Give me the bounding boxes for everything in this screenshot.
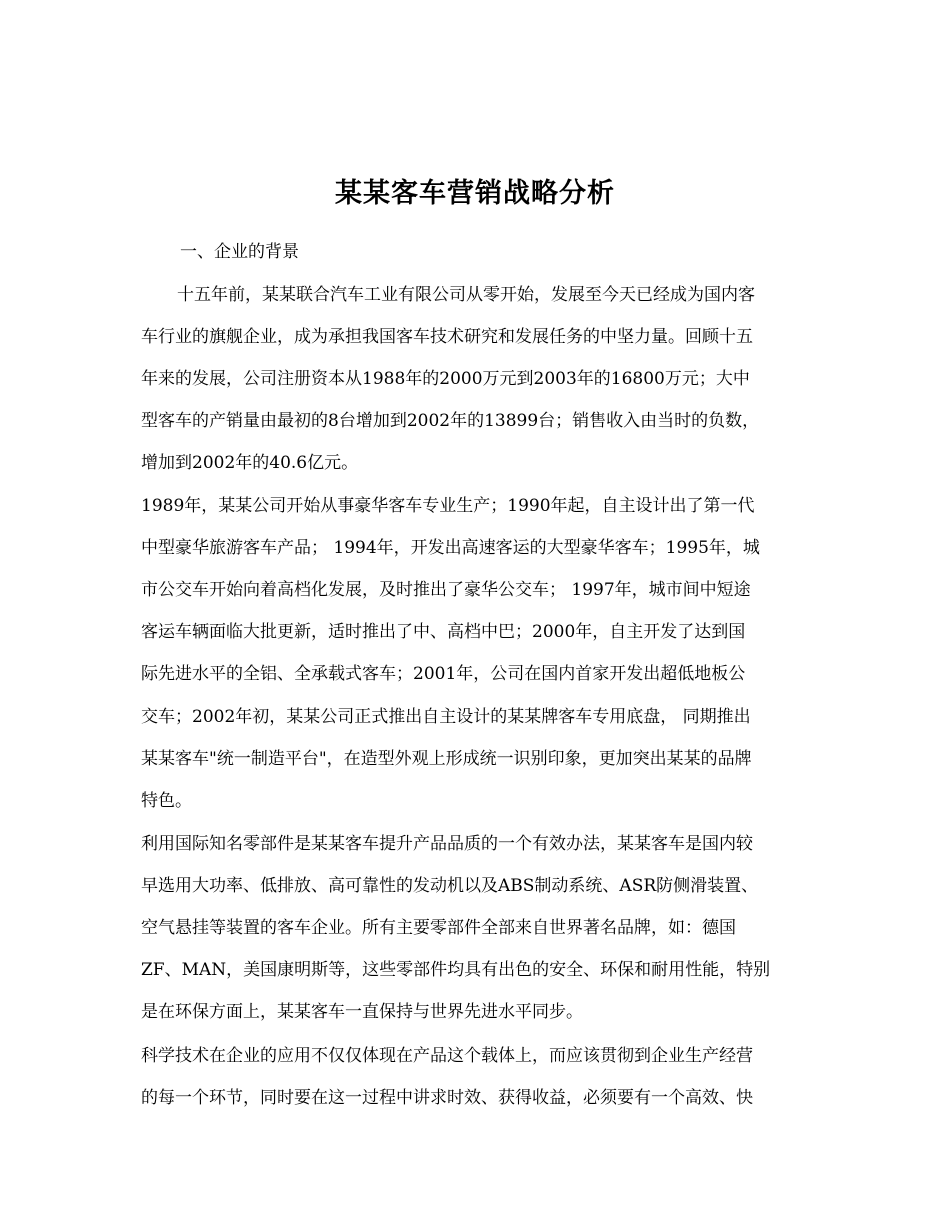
- paragraph-line: 十五年前，某某联合汽车工业有限公司从零开始，发展至今天已经成为国内客: [177, 285, 755, 305]
- paragraph-line: 是在环保方面上，某某客车一直保持与世界先进水平同步。: [141, 1002, 583, 1022]
- paragraph-line: 市公交车开始向着高档化发展，及时推出了豪华公交车； 1997年，城市间中短途: [141, 580, 751, 600]
- paragraph-line: 交车；2002年初，某某公司正式推出自主设计的某某牌客车专用底盘， 同期推出: [141, 707, 751, 727]
- paragraph-line: 空气悬挂等装置的客车企业。所有主要零部件全部来自世界著名品牌，如：德国: [141, 918, 736, 938]
- paragraph-line: 年来的发展，公司注册资本从1988年的2000万元到2003年的16800万元；大中: [141, 369, 750, 389]
- document-title: 某某客车营销战略分析: [335, 178, 615, 209]
- paragraph-line: 某某客车"统一制造平台"，在造型外观上形成统一识别印象，更加突出某某的品牌: [141, 749, 752, 769]
- paragraph-line: 车行业的旗舰企业，成为承担我国客车技术研究和发展任务的中坚力量。回顾十五: [141, 327, 753, 347]
- paragraph-line: 特色。: [141, 791, 192, 811]
- section-heading: 一、企业的背景: [180, 242, 299, 262]
- paragraph-line: 增加到2002年的40.6亿元。: [141, 453, 359, 473]
- paragraph-line: 客运车辆面临大批更新，适时推出了中、高档中巴；2000年，自主开发了达到国: [141, 622, 746, 642]
- paragraph-line: 的每一个环节，同时要在这一过程中讲求时效、获得收益，必须要有一个高效、快: [141, 1088, 753, 1108]
- paragraph-line: 1989年，某某公司开始从事豪华客车专业生产；1990年起，自主设计出了第一代: [141, 496, 755, 516]
- paragraph-line: 际先进水平的全铝、全承载式客车；2001年，公司在国内首家开发出超低地板公: [141, 664, 746, 684]
- paragraph-line: 中型豪华旅游客车产品； 1994年，开发出高速客运的大型豪华客车；1995年，城: [141, 538, 760, 558]
- paragraph-line: 早选用大功率、低排放、高可靠性的发动机以及ABS制动系统、ASR防侧滑装置、: [141, 876, 759, 896]
- paragraph-line: 利用国际知名零部件是某某客车提升产品品质的一个有效办法，某某客车是国内较: [141, 834, 753, 854]
- paragraph-line: 型客车的产销量由最初的8台增加到2002年的13899台；销售收入由当时的负数，: [141, 411, 760, 431]
- paragraph-line: 科学技术在企业的应用不仅仅体现在产品这个载体上，而应该贯彻到企业生产经营: [141, 1046, 753, 1066]
- paragraph-line: ZF、MAN，美国康明斯等，这些零部件均具有出色的安全、环保和耐用性能，特别: [141, 960, 771, 980]
